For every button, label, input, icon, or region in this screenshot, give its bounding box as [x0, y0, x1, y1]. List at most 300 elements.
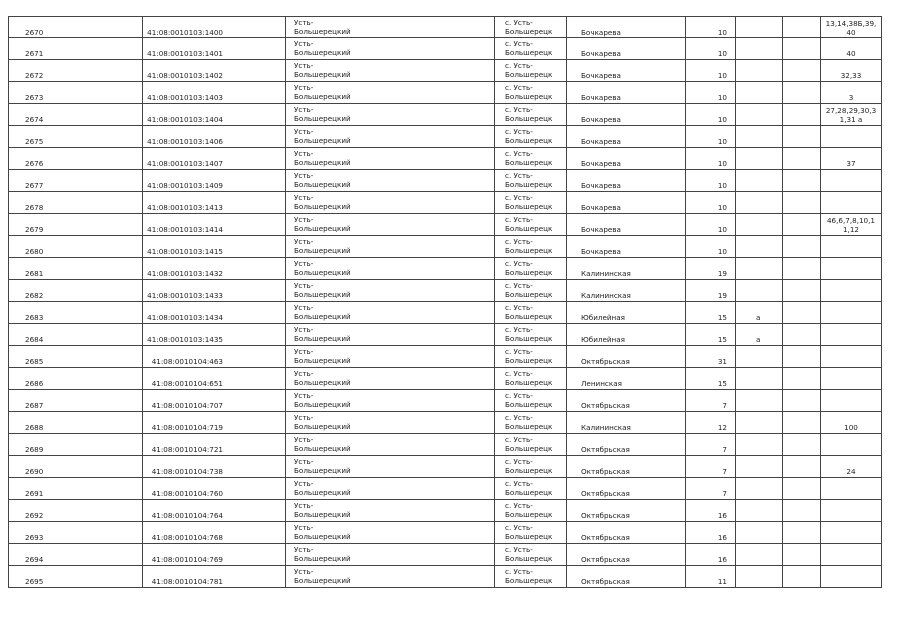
district-cell	[285, 500, 494, 521]
district-cell	[285, 280, 494, 301]
empty-cell	[782, 456, 820, 477]
street-cell	[566, 368, 685, 389]
empty-cell	[782, 434, 820, 455]
district-cell	[285, 38, 494, 59]
house-cell	[685, 148, 735, 169]
letter-cell	[735, 236, 782, 257]
apartment-numbers: 27,28,29,30,3 1,31 а	[825, 106, 877, 124]
empty-cell	[782, 258, 820, 279]
empty-cell	[782, 302, 820, 323]
cadastral-cell	[142, 478, 285, 499]
letter-cell	[735, 434, 782, 455]
letter-cell	[735, 126, 782, 147]
district-cell	[285, 412, 494, 433]
apartment-numbers: 24	[846, 467, 856, 476]
street-name: Бочкарева	[581, 159, 621, 168]
cadastral-number: 41:08:0010104:760	[151, 489, 223, 498]
district-cell	[285, 324, 494, 345]
row-number-cell	[8, 544, 142, 565]
cadastral-cell	[142, 214, 285, 235]
table-row	[8, 104, 882, 126]
apartment-numbers: 3	[848, 93, 854, 102]
apartments-cell	[820, 566, 882, 587]
street-name: Бочкарева	[581, 115, 621, 124]
table-row	[8, 148, 882, 170]
row-number-cell	[8, 390, 142, 411]
cadastral-cell	[142, 60, 285, 81]
settlement-name: с. Усть- Большерецк	[505, 259, 553, 277]
row-number-cell	[8, 236, 142, 257]
apartments-cell	[820, 280, 882, 301]
house-number: 7	[722, 489, 727, 498]
letter-cell	[735, 148, 782, 169]
district-name: Усть- Большерецкий	[294, 545, 351, 563]
row-number: 2680	[25, 247, 44, 256]
settlement-name: с. Усть- Большерецк	[505, 171, 553, 189]
empty-cell	[782, 60, 820, 81]
cadastral-number: 41:08:0010104:781	[151, 577, 223, 586]
street-name: Бочкарева	[581, 225, 621, 234]
row-number-cell	[8, 148, 142, 169]
settlement-name: с. Усть- Большерецк	[505, 18, 553, 36]
street-cell	[566, 148, 685, 169]
letter-cell	[735, 192, 782, 213]
street-cell	[566, 17, 685, 38]
cadastral-cell	[142, 522, 285, 543]
district-name: Усть- Большерецкий	[294, 171, 351, 189]
settlement-name: с. Усть- Большерецк	[505, 435, 553, 453]
row-number-cell	[8, 346, 142, 367]
table-row	[8, 214, 882, 236]
cadastral-number: 41:08:0010103:1401	[147, 49, 223, 58]
district-cell	[285, 522, 494, 543]
letter-cell	[735, 456, 782, 477]
settlement-cell	[494, 280, 566, 301]
cadastral-number: 41:08:0010104:721	[151, 445, 223, 454]
row-number: 2675	[25, 137, 44, 146]
street-cell	[566, 522, 685, 543]
settlement-name: с. Усть- Большерецк	[505, 567, 553, 585]
house-number: 11	[717, 577, 727, 586]
cadastral-cell	[142, 566, 285, 587]
settlement-name: с. Усть- Большерецк	[505, 545, 553, 563]
district-cell	[285, 302, 494, 323]
cadastral-cell	[142, 346, 285, 367]
row-number-cell	[8, 434, 142, 455]
district-name: Усть- Большерецкий	[294, 457, 351, 475]
settlement-name: с. Усть- Большерецк	[505, 215, 553, 233]
row-number: 2673	[25, 93, 44, 102]
house-number: 16	[717, 555, 727, 564]
apartments-cell	[820, 214, 882, 235]
cadastral-cell	[142, 38, 285, 59]
empty-cell	[782, 478, 820, 499]
row-number-cell	[8, 522, 142, 543]
house-number: 10	[717, 181, 727, 190]
cadastral-number: 41:08:0010104:738	[151, 467, 223, 476]
settlement-name: с. Усть- Большерецк	[505, 479, 553, 497]
letter-cell	[735, 170, 782, 191]
row-number: 2679	[25, 225, 44, 234]
row-number-cell	[8, 82, 142, 103]
row-number-cell	[8, 324, 142, 345]
district-name: Усть- Большерецкий	[294, 435, 351, 453]
street-name: Калининская	[581, 269, 631, 278]
cadastral-number: 41:08:0010103:1414	[147, 225, 223, 234]
apartments-cell	[820, 434, 882, 455]
row-number-cell	[8, 17, 142, 38]
apartments-cell	[820, 258, 882, 279]
settlement-cell	[494, 346, 566, 367]
house-letter: а	[756, 313, 761, 322]
house-number: 19	[717, 269, 727, 278]
apartment-numbers: 13,14,38Б,39, 40	[825, 19, 877, 37]
letter-cell	[735, 280, 782, 301]
settlement-name: с. Усть- Большерецк	[505, 523, 553, 541]
letter-cell	[735, 82, 782, 103]
street-cell	[566, 324, 685, 345]
street-cell	[566, 478, 685, 499]
row-number: 2690	[25, 467, 44, 476]
street-name: Бочкарева	[581, 71, 621, 80]
house-number: 31	[717, 357, 727, 366]
district-name: Усть- Большерецкий	[294, 149, 351, 167]
street-name: Октябрьская	[581, 577, 630, 586]
cadastral-number: 41:08:0010104:769	[151, 555, 223, 564]
apartments-cell	[820, 390, 882, 411]
street-name: Октябрьская	[581, 533, 630, 542]
street-cell	[566, 38, 685, 59]
table-row	[8, 456, 882, 478]
table-row	[8, 500, 882, 522]
cadastral-number: 41:08:0010104:764	[151, 511, 223, 520]
cadastral-number: 41:08:0010103:1435	[147, 335, 223, 344]
street-name: Калининская	[581, 291, 631, 300]
settlement-cell	[494, 17, 566, 38]
street-cell	[566, 566, 685, 587]
settlement-name: с. Усть- Большерецк	[505, 281, 553, 299]
settlement-cell	[494, 38, 566, 59]
street-name: Бочкарева	[581, 137, 621, 146]
letter-cell	[735, 38, 782, 59]
cadastral-cell	[142, 280, 285, 301]
table-row	[8, 566, 882, 588]
table-row	[8, 280, 882, 302]
house-cell	[685, 82, 735, 103]
settlement-cell	[494, 192, 566, 213]
letter-cell	[735, 390, 782, 411]
empty-cell	[782, 544, 820, 565]
settlement-cell	[494, 434, 566, 455]
house-cell	[685, 126, 735, 147]
empty-cell	[782, 126, 820, 147]
street-name: Октябрьская	[581, 357, 630, 366]
apartments-cell	[820, 148, 882, 169]
empty-cell	[782, 412, 820, 433]
house-cell	[685, 544, 735, 565]
apartment-numbers: 46,6,7,8,10,1 1,12	[826, 216, 875, 234]
cadastral-cell	[142, 258, 285, 279]
row-number-cell	[8, 478, 142, 499]
cadastral-cell	[142, 544, 285, 565]
cadastral-cell	[142, 456, 285, 477]
letter-cell	[735, 544, 782, 565]
street-name: Октябрьская	[581, 445, 630, 454]
settlement-name: с. Усть- Большерецк	[505, 391, 553, 409]
letter-cell	[735, 346, 782, 367]
letter-cell	[735, 324, 782, 345]
apartments-cell	[820, 17, 882, 38]
cadastral-number: 41:08:0010103:1400	[147, 28, 223, 37]
cadastral-cell	[142, 434, 285, 455]
street-name: Бочкарева	[581, 203, 621, 212]
house-cell	[685, 412, 735, 433]
district-name: Усть- Большерецкий	[294, 39, 351, 57]
district-cell	[285, 236, 494, 257]
apartments-cell	[820, 302, 882, 323]
street-cell	[566, 544, 685, 565]
settlement-name: с. Усть- Большерецк	[505, 303, 553, 321]
settlement-name: с. Усть- Большерецк	[505, 149, 553, 167]
row-number: 2691	[25, 489, 44, 498]
empty-cell	[782, 104, 820, 125]
street-cell	[566, 434, 685, 455]
apartment-numbers: 40	[846, 49, 856, 58]
row-number: 2692	[25, 511, 44, 520]
district-cell	[285, 126, 494, 147]
street-name: Бочкарева	[581, 93, 621, 102]
table-row	[8, 170, 882, 192]
letter-cell	[735, 104, 782, 125]
settlement-name: с. Усть- Большерецк	[505, 347, 553, 365]
street-name: Бочкарева	[581, 181, 621, 190]
cadastral-cell	[142, 500, 285, 521]
row-number: 2684	[25, 335, 44, 344]
settlement-cell	[494, 544, 566, 565]
house-number: 16	[717, 511, 727, 520]
district-name: Усть- Большерецкий	[294, 501, 351, 519]
settlement-cell	[494, 236, 566, 257]
table-row	[8, 324, 882, 346]
house-cell	[685, 566, 735, 587]
letter-cell	[735, 214, 782, 235]
row-number: 2695	[25, 577, 44, 586]
table-row	[8, 38, 882, 60]
street-name: Калининская	[581, 423, 631, 432]
district-name: Усть- Большерецкий	[294, 237, 351, 255]
house-number: 19	[717, 291, 727, 300]
settlement-name: с. Усть- Большерецк	[505, 61, 553, 79]
district-cell	[285, 346, 494, 367]
settlement-name: с. Усть- Большерецк	[505, 193, 553, 211]
row-number: 2693	[25, 533, 44, 542]
letter-cell	[735, 258, 782, 279]
row-number-cell	[8, 214, 142, 235]
apartments-cell	[820, 82, 882, 103]
house-cell	[685, 17, 735, 38]
table-row	[8, 434, 882, 456]
row-number: 2686	[25, 379, 44, 388]
house-cell	[685, 38, 735, 59]
row-number: 2685	[25, 357, 44, 366]
district-name: Усть- Большерецкий	[294, 523, 351, 541]
table-row	[8, 258, 882, 280]
row-number-cell	[8, 456, 142, 477]
table-row	[8, 126, 882, 148]
street-cell	[566, 126, 685, 147]
settlement-cell	[494, 390, 566, 411]
cadastral-number: 41:08:0010104:719	[151, 423, 223, 432]
table-row	[8, 82, 882, 104]
letter-cell	[735, 522, 782, 543]
apartments-cell	[820, 456, 882, 477]
house-cell	[685, 60, 735, 81]
district-name: Усть- Большерецкий	[294, 215, 351, 233]
district-name: Усть- Большерецкий	[294, 369, 351, 387]
house-number: 15	[717, 313, 727, 322]
street-cell	[566, 214, 685, 235]
district-cell	[285, 148, 494, 169]
row-number: 2677	[25, 181, 44, 190]
cadastral-number: 41:08:0010103:1402	[147, 71, 223, 80]
street-name: Бочкарева	[581, 49, 621, 58]
letter-cell	[735, 412, 782, 433]
house-cell	[685, 434, 735, 455]
table-row	[8, 368, 882, 390]
row-number-cell	[8, 192, 142, 213]
cadastral-cell	[142, 236, 285, 257]
apartments-cell	[820, 104, 882, 125]
house-cell	[685, 478, 735, 499]
house-cell	[685, 390, 735, 411]
cadastral-cell	[142, 192, 285, 213]
house-cell	[685, 192, 735, 213]
row-number: 2688	[25, 423, 44, 432]
settlement-name: с. Усть- Большерецк	[505, 413, 553, 431]
house-number: 7	[722, 467, 727, 476]
house-number: 10	[717, 93, 727, 102]
apartments-cell	[820, 544, 882, 565]
row-number-cell	[8, 104, 142, 125]
settlement-cell	[494, 104, 566, 125]
row-number: 2674	[25, 115, 44, 124]
house-cell	[685, 500, 735, 521]
apartment-numbers: 37	[846, 159, 856, 168]
apartments-cell	[820, 170, 882, 191]
apartments-cell	[820, 60, 882, 81]
district-cell	[285, 566, 494, 587]
district-name: Усть- Большерецкий	[294, 259, 351, 277]
table-row	[8, 346, 882, 368]
district-name: Усть- Большерецкий	[294, 303, 351, 321]
empty-cell	[782, 236, 820, 257]
settlement-cell	[494, 126, 566, 147]
street-cell	[566, 60, 685, 81]
letter-cell	[735, 60, 782, 81]
settlement-cell	[494, 148, 566, 169]
letter-cell	[735, 368, 782, 389]
settlement-name: с. Усть- Большерецк	[505, 325, 553, 343]
apartments-cell	[820, 324, 882, 345]
cadastral-number: 41:08:0010103:1413	[147, 203, 223, 212]
cadastral-cell	[142, 170, 285, 191]
street-name: Октябрьская	[581, 489, 630, 498]
district-name: Усть- Большерецкий	[294, 391, 351, 409]
row-number-cell	[8, 368, 142, 389]
empty-cell	[782, 214, 820, 235]
settlement-name: с. Усть- Большерецк	[505, 457, 553, 475]
district-cell	[285, 214, 494, 235]
row-number: 2678	[25, 203, 44, 212]
house-number: 10	[717, 137, 727, 146]
cadastral-number: 41:08:0010103:1415	[147, 247, 223, 256]
district-name: Усть- Большерецкий	[294, 83, 351, 101]
row-number-cell	[8, 258, 142, 279]
row-number: 2670	[25, 28, 44, 37]
house-cell	[685, 104, 735, 125]
row-number-cell	[8, 412, 142, 433]
cadastral-number: 41:08:0010103:1404	[147, 115, 223, 124]
cadastral-cell	[142, 17, 285, 38]
empty-cell	[782, 522, 820, 543]
district-name: Усть- Большерецкий	[294, 281, 351, 299]
settlement-name: с. Усть- Большерецк	[505, 369, 553, 387]
house-cell	[685, 456, 735, 477]
settlement-cell	[494, 478, 566, 499]
street-name: Юбилейная	[581, 313, 625, 322]
street-name: Юбилейная	[581, 335, 625, 344]
house-number: 15	[717, 379, 727, 388]
empty-cell	[782, 82, 820, 103]
house-number: 10	[717, 225, 727, 234]
district-name: Усть- Большерецкий	[294, 347, 351, 365]
settlement-cell	[494, 258, 566, 279]
cadastral-number: 41:08:0010103:1409	[147, 181, 223, 190]
table-row	[8, 390, 882, 412]
row-number-cell	[8, 500, 142, 521]
settlement-cell	[494, 302, 566, 323]
district-cell	[285, 82, 494, 103]
street-cell	[566, 302, 685, 323]
apartment-numbers: 32,33	[840, 71, 862, 80]
street-cell	[566, 346, 685, 367]
street-cell	[566, 192, 685, 213]
table-row	[8, 236, 882, 258]
empty-cell	[782, 148, 820, 169]
apartments-cell	[820, 38, 882, 59]
empty-cell	[782, 170, 820, 191]
empty-cell	[782, 280, 820, 301]
house-number: 10	[717, 247, 727, 256]
house-number: 7	[722, 401, 727, 410]
apartments-cell	[820, 412, 882, 433]
cadastral-number: 41:08:0010104:463	[151, 357, 223, 366]
cadastral-cell	[142, 126, 285, 147]
apartment-numbers: 100	[844, 423, 858, 432]
row-number: 2687	[25, 401, 44, 410]
street-name: Октябрьская	[581, 511, 630, 520]
row-number-cell	[8, 170, 142, 191]
letter-cell	[735, 17, 782, 38]
settlement-cell	[494, 82, 566, 103]
letter-cell	[735, 478, 782, 499]
settlement-cell	[494, 522, 566, 543]
district-name: Усть- Большерецкий	[294, 413, 351, 431]
settlement-cell	[494, 60, 566, 81]
settlement-cell	[494, 214, 566, 235]
house-cell	[685, 522, 735, 543]
empty-cell	[782, 368, 820, 389]
